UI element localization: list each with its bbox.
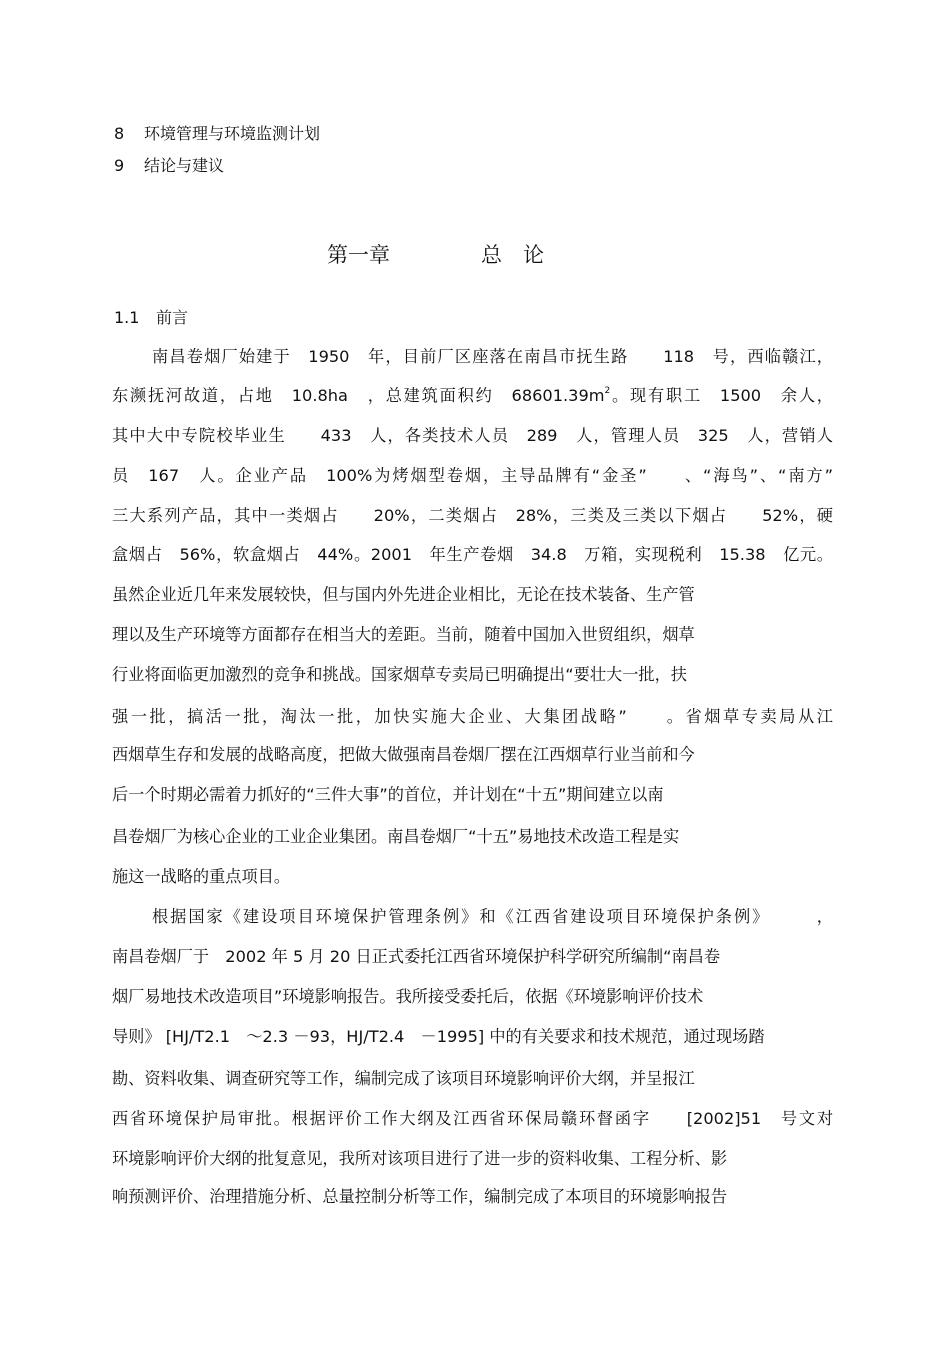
- paragraph-line: 导则》 [HJ/T2.1 ～2.3 －93，HJ/T2.4 －1995] 中的有关要求和技术规范，通过现场踏: [112, 1027, 765, 1046]
- toc-number: 9: [114, 156, 125, 175]
- paragraph-line: 虽然企业近几年来发展较快，但与国内外先进企业相比，无论在技术装备、生产管: [112, 585, 695, 604]
- toc-number: 8: [114, 124, 125, 143]
- superscript: 2: [604, 386, 611, 396]
- paragraph-line-text: 东濒抚河故道，占地 10.8ha ，总建筑面积约 68601.39m: [112, 386, 605, 405]
- chapter-number: 第一章: [327, 243, 390, 267]
- paragraph-line: 员 167 人。企业产品 100%为烤烟型卷烟，主导品牌有“金圣” 、“海鸟”、“南方”: [112, 466, 833, 485]
- toc-title: 结论与建议: [144, 156, 225, 175]
- paragraph-line: 根据国家《建设项目环境保护管理条例》和《江西省建设项目环境保护条例》 ，: [152, 907, 833, 926]
- paragraph-line: 勘、资料收集、调查研究等工作，编制完成了该项目环境影响评价大纲，并呈报江: [112, 1069, 695, 1088]
- paragraph-line: [112, 386, 833, 406]
- paragraph-line: 响预测评价、治理措施分析、总量控制分析等工作，编制完成了本项目的环境影响报告: [112, 1187, 728, 1206]
- section-heading: [114, 308, 188, 328]
- paragraph-line: 西省环境保护局审批。根据评价工作大纲及江西省环保局赣环督函字 [2002]51 号文对: [112, 1109, 833, 1128]
- toc-title: 环境管理与环境监测计划: [144, 124, 321, 143]
- chapter-title: 总 论: [481, 243, 544, 267]
- paragraph-line: 盒烟占 56%，软盒烟占 44%。2001 年生产卷烟 34.8 万箱，实现税利 15.38 亿元。: [112, 545, 833, 564]
- section-number: 1.1: [114, 308, 140, 327]
- paragraph-line: 南昌卷烟厂始建于 1950 年，目前厂区座落在南昌市抚生路 118 号，西临赣江，: [152, 347, 833, 366]
- paragraph-line: 三大系列产品，其中一类烟占 20%，二类烟占 28%，三类及三类以下烟占 52%，硬: [112, 506, 833, 525]
- toc-item-8: [114, 124, 320, 144]
- paragraph-line-tail: 。现有职工 1500 余人，: [610, 386, 833, 405]
- paragraph-line: 环境影响评价大纲的批复意见，我所对该项目进行了进一步的资料收集、工程分析、影: [112, 1149, 728, 1168]
- paragraph-line: 强一批，搞活一批，淘汰一批，加快实施大企业、大集团战略” 。省烟草专卖局从江: [112, 707, 833, 726]
- paragraph-line: 西烟草生存和发展的战略高度，把做大做强南昌卷烟厂摆在江西烟草行业当前和今: [112, 745, 695, 764]
- paragraph-line: 烟厂易地技术改造项目”环境影响报告。我所接受委托后，依据《环境影响评价技术: [112, 987, 704, 1006]
- paragraph-line: 昌卷烟厂为核心企业的工业企业集团。南昌卷烟厂“十五”易地技术改造工程是实: [112, 827, 680, 846]
- paragraph-line: 行业将面临更加激烈的竞争和挑战。国家烟草专卖局已明确提出“要壮大一批，扶: [112, 665, 687, 684]
- paragraph-line: 施这一战略的重点项目。: [112, 867, 291, 886]
- paragraph-line: 后一个时期必需着力抓好的“三件大事”的首位，并计划在“十五”期间建立以南: [112, 785, 664, 804]
- paragraph-line: 其中大中专院校毕业生 433 人，各类技术人员 289 人，管理人员 325 人，营销人: [112, 426, 833, 445]
- toc-item-9: [114, 156, 224, 176]
- paragraph-line: 理以及生产环境等方面都存在相当大的差距。当前，随着中国加入世贸组织，烟草: [112, 625, 695, 644]
- section-title: 前言: [156, 308, 189, 327]
- paragraph-line: 南昌卷烟厂于 2002 年 5 月 20 日正式委托江西省环境保护科学研究所编制“南昌卷: [112, 947, 721, 966]
